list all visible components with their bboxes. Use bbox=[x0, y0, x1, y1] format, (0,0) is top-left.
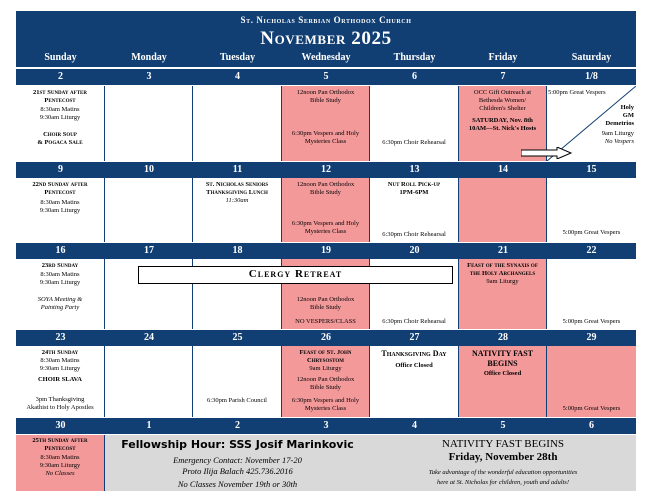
day-cell-nov-11 bbox=[193, 178, 282, 242]
day-header-sunday: Sunday bbox=[44, 52, 77, 63]
event-text: Bible Study bbox=[310, 97, 341, 104]
event-text: Thanksgiving Lunch bbox=[206, 189, 268, 196]
day-cell-nov-12 bbox=[282, 178, 370, 242]
calendar bbox=[16, 11, 636, 494]
date-number: 19 bbox=[321, 245, 331, 256]
no-classes-note: No Classes November 19th or 30th bbox=[177, 479, 298, 489]
event-text: 9:30am Liturgy bbox=[39, 462, 81, 469]
date-number: 13 bbox=[409, 164, 420, 175]
date-number: 11 bbox=[232, 164, 243, 175]
week-4-dates bbox=[16, 330, 636, 346]
day-cell-nov-29 bbox=[547, 346, 636, 417]
event-text: Mysteries Class bbox=[304, 405, 347, 412]
event-text: Akathist to Holy Apostles bbox=[26, 404, 94, 411]
date-number: 23 bbox=[55, 332, 66, 343]
event-text: 9am Liturgy bbox=[309, 365, 342, 372]
education-note-2: here at St. Nicholas for children, youth and adults! bbox=[436, 479, 570, 486]
date-number: 20 bbox=[409, 245, 420, 256]
day-cell-nov-30 bbox=[16, 435, 105, 491]
event-text: Feast of the Synaxis of bbox=[467, 262, 538, 269]
event-text: 6:30pm Choir Rehearsal bbox=[382, 231, 446, 238]
date-number: 7 bbox=[500, 71, 506, 82]
day-cell-nov-13 bbox=[370, 178, 459, 242]
event-text: No Vespers bbox=[604, 138, 634, 145]
week-2-dates bbox=[16, 162, 636, 178]
date-number: 6 bbox=[589, 420, 594, 431]
week-1-dates bbox=[16, 69, 636, 85]
event-text: Nut Roll Pick-up bbox=[387, 181, 441, 188]
event-text: St. Nicholas Seniors bbox=[205, 181, 269, 188]
clergy-retreat-banner: Clergy Retreat bbox=[138, 266, 453, 284]
day-cell-nov-24 bbox=[105, 346, 193, 417]
event-text: Demetrios bbox=[605, 120, 634, 127]
date-number: 1 bbox=[146, 420, 152, 431]
event-text: Choir Soup bbox=[43, 131, 77, 138]
event-text: Mysteries Class bbox=[304, 228, 347, 235]
event-text: 6:30pm Vespers and Holy bbox=[291, 220, 360, 227]
day-cell-nov-25 bbox=[193, 346, 282, 417]
date-number: 4 bbox=[412, 420, 417, 431]
education-note: Take advantage of the wonderful education opportunities bbox=[428, 469, 578, 476]
event-text: Thanksgiving Day bbox=[381, 349, 447, 358]
event-text: the Holy Archangels bbox=[469, 270, 536, 277]
event-text: 9am Liturgy bbox=[486, 278, 519, 285]
event-text: 9:30am Liturgy bbox=[39, 279, 81, 286]
date-number: 4 bbox=[235, 71, 240, 82]
date-number: 3 bbox=[146, 71, 152, 82]
date-number: 16 bbox=[55, 245, 66, 256]
date-number: 27 bbox=[409, 332, 420, 343]
day-header-tuesday: Tuesday bbox=[219, 52, 256, 63]
day-cell-nov-2 bbox=[16, 86, 105, 161]
day-cell-nov-27 bbox=[370, 346, 459, 417]
date-number: 28 bbox=[498, 332, 508, 343]
event-text: Bible Study bbox=[310, 304, 341, 311]
week-3-dates bbox=[16, 243, 636, 259]
event-text: Painting Party bbox=[40, 304, 80, 311]
date-number: 24 bbox=[144, 332, 154, 343]
day-header-saturday: Saturday bbox=[571, 52, 612, 63]
date-number: 10 bbox=[144, 164, 154, 175]
day-header-monday: Monday bbox=[131, 52, 167, 63]
event-text: 8:30am Matins bbox=[40, 271, 80, 278]
event-text: Holy bbox=[620, 104, 634, 111]
event-text: 12noon Pan Orthodox bbox=[296, 89, 355, 96]
event-text: 9:30am Liturgy bbox=[39, 207, 81, 214]
date-number: 29 bbox=[586, 332, 597, 343]
day-cell-nov-28 bbox=[459, 346, 547, 417]
event-text: SATURDAY, Nov. 8th bbox=[472, 117, 533, 124]
day-cell-nov-22 bbox=[547, 259, 636, 329]
date-number: 3 bbox=[323, 420, 329, 431]
arrow-right-icon bbox=[521, 147, 573, 159]
event-text: 8:30am Matins bbox=[40, 106, 80, 113]
event-text: Bible Study bbox=[310, 384, 341, 391]
date-number: 21 bbox=[498, 245, 508, 256]
day-cell-nov-5 bbox=[282, 86, 370, 161]
footer-info-panel bbox=[105, 435, 636, 491]
day-cell-nov-21 bbox=[459, 259, 547, 329]
event-text: 5:00pm Great Vespers bbox=[562, 318, 621, 325]
event-text: Bethesda Women/ bbox=[478, 97, 527, 104]
day-cell-nov-15 bbox=[547, 178, 636, 242]
event-text: NATIVITY FAST bbox=[472, 349, 533, 358]
sunday-title: 21st Sunday after Pentecost bbox=[32, 89, 88, 105]
event-text: Mysteries Class bbox=[304, 138, 347, 145]
date-number: 22 bbox=[586, 245, 597, 256]
date-number: 6 bbox=[412, 71, 417, 82]
event-text: 5:00pm Great Vespers bbox=[562, 405, 621, 412]
church-name: St. Nicholas Serbian Orthodox Church bbox=[240, 15, 412, 25]
day-header-wednesday: Wednesday bbox=[301, 52, 351, 63]
day-cell-nov-26 bbox=[282, 346, 370, 417]
date-number: 5 bbox=[323, 71, 329, 82]
event-text: BEGINS bbox=[487, 359, 518, 368]
event-text: Bible Study bbox=[310, 189, 341, 196]
event-text: 5:00pm Great Vespers bbox=[562, 229, 621, 236]
date-number: 5 bbox=[500, 420, 506, 431]
event-text: 8:30am Matins bbox=[40, 199, 80, 206]
event-text: 11:30am bbox=[225, 197, 249, 204]
date-number: 15 bbox=[586, 164, 597, 175]
event-text: CHOIR SLAVA bbox=[37, 376, 82, 383]
date-number: 18 bbox=[232, 245, 243, 256]
event-text: 9am Liturgy bbox=[601, 130, 634, 137]
day-cell-nov-10 bbox=[105, 178, 193, 242]
event-text: Chrysostom bbox=[307, 357, 344, 364]
event-text: 12noon Pan Orthodox bbox=[296, 296, 355, 303]
date-number: 1/8 bbox=[585, 71, 598, 82]
event-text: GM bbox=[622, 112, 634, 119]
sunday-title: 24th Sunday bbox=[41, 349, 79, 356]
event-text: 6:30pm Choir Rehearsal bbox=[382, 139, 446, 146]
event-text: 10AM—St. Nick's Hosts bbox=[468, 125, 537, 132]
date-number: 2 bbox=[235, 420, 240, 431]
event-text: 6:30pm Vespers and Holy bbox=[291, 397, 360, 404]
date-number: 9 bbox=[58, 164, 63, 175]
event-text: & Pogaca Sale bbox=[37, 139, 83, 146]
date-number: 14 bbox=[498, 164, 508, 175]
date-number: 17 bbox=[144, 245, 154, 256]
event-text: 9:30am Liturgy bbox=[39, 365, 81, 372]
date-number: 2 bbox=[58, 71, 63, 82]
date-number: 12 bbox=[321, 164, 331, 175]
event-text: 8:30am Matins bbox=[40, 357, 80, 364]
day-cell-nov-3 bbox=[105, 86, 193, 161]
week-5-dates bbox=[16, 418, 636, 434]
event-text: OCC Gift Outreach at bbox=[473, 89, 532, 96]
event-text: 12noon Pan Orthodox bbox=[296, 376, 355, 383]
event-text: 6:30pm Choir Rehearsal bbox=[382, 318, 446, 325]
event-text: No Classes bbox=[45, 470, 75, 477]
sunday-title: 23rd Sunday bbox=[41, 262, 79, 269]
event-text: Office Closed bbox=[395, 362, 433, 369]
day-cell-nov-4 bbox=[193, 86, 282, 161]
day-cell-nov-9 bbox=[16, 178, 105, 242]
month-title: November 2025 bbox=[260, 28, 392, 49]
nativity-fast-heading: NATIVITY FAST BEGINS bbox=[441, 438, 565, 450]
day-cell-nov-23 bbox=[16, 346, 105, 417]
event-text: SOYA Meeting & bbox=[37, 296, 83, 303]
date-number: 25 bbox=[232, 332, 243, 343]
nativity-fast-date: Friday, November 28th bbox=[448, 451, 558, 463]
event-text: 6:30pm Vespers and Holy bbox=[291, 130, 360, 137]
event-text: Children's Shelter bbox=[479, 105, 526, 112]
emergency-contact: Emergency Contact: November 17-20 bbox=[173, 455, 302, 465]
event-text: 3pm Thanksgiving bbox=[35, 396, 85, 403]
event-text: 1PM-6PM bbox=[399, 189, 429, 196]
date-number: 26 bbox=[321, 332, 331, 343]
emergency-contact-phone: Proto Ilija Balach 425.736.2016 bbox=[182, 466, 293, 476]
day-header-friday: Friday bbox=[488, 52, 518, 63]
sunday-title: 22nd Sunday after Pentecost bbox=[32, 181, 88, 197]
event-text: 6:30pm Parish Council bbox=[207, 397, 267, 404]
sunday-title: 25th Sunday after Pentecost bbox=[32, 437, 88, 453]
event-text: Feast of St. John bbox=[299, 349, 352, 356]
day-cell-nov-14 bbox=[459, 178, 547, 242]
event-text: 12noon Pan Orthodox bbox=[296, 181, 355, 188]
day-cell-nov-16 bbox=[16, 259, 105, 329]
event-text: 8:30am Matins bbox=[40, 454, 80, 461]
date-number: 30 bbox=[55, 420, 66, 431]
day-cell-nov-6 bbox=[370, 86, 459, 161]
day-header-thursday: Thursday bbox=[393, 52, 436, 63]
event-text: 9:30am Liturgy bbox=[39, 114, 81, 121]
event-text: NO VESPERS/CLASS bbox=[295, 318, 356, 325]
event-text: 5:00pm Great Vespers bbox=[548, 89, 606, 96]
fellowship-hour: Fellowship Hour: SSS Josif Marinkovic bbox=[121, 438, 354, 451]
event-text: Office Closed bbox=[483, 370, 522, 377]
